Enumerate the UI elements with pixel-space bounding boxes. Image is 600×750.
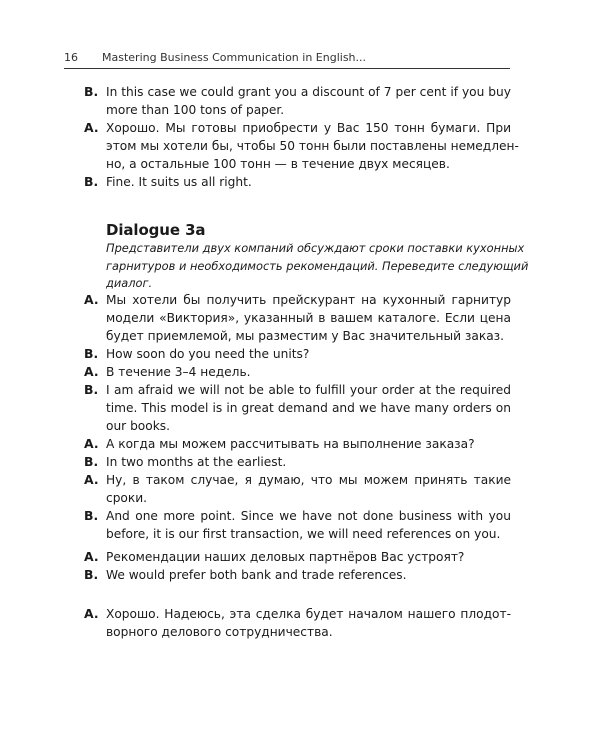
- dialogue-line: [84, 83, 511, 101]
- speaker-label: B.: [84, 567, 99, 582]
- dialogue-line: [84, 173, 511, 191]
- dialogue-text: А когда мы можем рассчитывать на выполнение заказа?: [106, 437, 475, 451]
- dialogue-3a-part-2: [84, 548, 511, 584]
- speaker-label: A.: [84, 292, 99, 307]
- dialogue-text: our books.: [106, 419, 170, 433]
- dialogue-text: before, it is our first transaction, we will need references on you.: [106, 527, 501, 541]
- dialogue-text: ворного делового сотрудничества.: [106, 625, 333, 639]
- dialogue-line: [106, 137, 519, 155]
- dialogue-text: In this case we could grant you a discount of 7 per cent if you buy: [106, 85, 511, 99]
- dialogue-2-continuation: [84, 83, 519, 191]
- dialogue-line: [106, 489, 511, 507]
- page-number: 16: [64, 51, 78, 64]
- dialogue-text: но, а остальные 100 тонн — в течение двух месяцев.: [106, 157, 450, 171]
- instruction-line: гарнитуров и необходимость рекомендаций. Переведите следующий: [106, 258, 529, 273]
- speaker-label: B.: [84, 84, 99, 99]
- dialogue-text: And one more point. Since we have not done business with you: [106, 509, 511, 523]
- instruction-line: диалог.: [106, 276, 153, 290]
- dialogue-heading: Dialogue 3a: [106, 221, 206, 239]
- speaker-label: A.: [84, 120, 99, 135]
- speaker-label: A.: [84, 436, 99, 451]
- dialogue-line: [106, 155, 511, 173]
- dialogue-line: [106, 623, 511, 641]
- dialogue-text: Хорошо. Мы готовы приобрести у Вас 150 тонн бумаги. При: [106, 121, 511, 135]
- dialogue-text: I am afraid we will not be able to fulfill your order at the required: [106, 383, 511, 397]
- dialogue-line: [84, 435, 511, 453]
- dialogue-line: [84, 605, 511, 623]
- speaker-label: A.: [84, 549, 99, 564]
- dialogue-line: [106, 399, 511, 417]
- speaker-label: B.: [84, 454, 99, 469]
- dialogue-text: сроки.: [106, 491, 148, 505]
- speaker-label: B.: [84, 174, 99, 189]
- dialogue-text: Ну, в таком случае, я думаю, что мы можем принять такие: [106, 473, 511, 487]
- dialogue-line: [84, 507, 511, 525]
- speaker-label: B.: [84, 508, 99, 523]
- instruction-line: Представители двух компаний обсуждают сроки поставки кухонных: [106, 241, 525, 255]
- dialogue-line: [84, 548, 511, 566]
- speaker-label: A.: [84, 606, 99, 621]
- running-title: Mastering Business Communication in English...: [102, 51, 367, 64]
- dialogue-text: Хорошо. Надеюсь, эта сделка будет началом нашего плодот-: [106, 607, 511, 621]
- dialogue-text: этом мы хотели бы, чтобы 50 тонн были поставлены немедлен-: [106, 139, 519, 153]
- dialogue-text: In two months at the earliest.: [106, 455, 287, 469]
- dialogue-text: more than 100 tons of paper.: [106, 103, 285, 117]
- dialogue-text: We would prefer both bank and trade references.: [106, 568, 407, 582]
- dialogue-line: [106, 101, 511, 119]
- dialogue-line: [84, 471, 511, 489]
- speaker-label: A.: [84, 364, 99, 379]
- dialogue-text: В течение 3–4 недель.: [106, 365, 251, 379]
- speaker-label: A.: [84, 472, 99, 487]
- dialogue-3a-part-1: [84, 291, 511, 543]
- dialogue-line: [106, 525, 511, 543]
- speaker-label: B.: [84, 346, 99, 361]
- dialogue-line: [84, 363, 511, 381]
- dialogue-line: [84, 345, 511, 363]
- speaker-label: B.: [84, 382, 99, 397]
- running-header: [64, 48, 510, 69]
- dialogue-line: [106, 327, 511, 345]
- dialogue-text: будет приемлемой, мы разместим у Вас значительный заказ.: [106, 329, 505, 343]
- dialogue-instruction: [106, 240, 529, 293]
- dialogue-line: [106, 417, 511, 435]
- dialogue-text: Мы хотели бы получить прейскурант на кухонный гарнитур: [106, 293, 511, 307]
- dialogue-text: time. This model is in great demand and we have many orders on: [106, 401, 511, 415]
- dialogue-text: How soon do you need the units?: [106, 347, 310, 361]
- dialogue-text: Fine. It suits us all right.: [106, 175, 252, 189]
- dialogue-3a-part-3: [84, 605, 511, 641]
- dialogue-text: модели «Виктория», указанный в вашем каталоге. Если цена: [106, 311, 511, 325]
- dialogue-line: [84, 381, 511, 399]
- dialogue-line: [84, 291, 511, 309]
- dialogue-line: [84, 566, 511, 584]
- dialogue-text: Рекомендации наших деловых партнёров Вас устроят?: [106, 550, 465, 564]
- dialogue-line: [84, 453, 511, 471]
- dialogue-line: [106, 309, 511, 327]
- dialogue-line: [84, 119, 511, 137]
